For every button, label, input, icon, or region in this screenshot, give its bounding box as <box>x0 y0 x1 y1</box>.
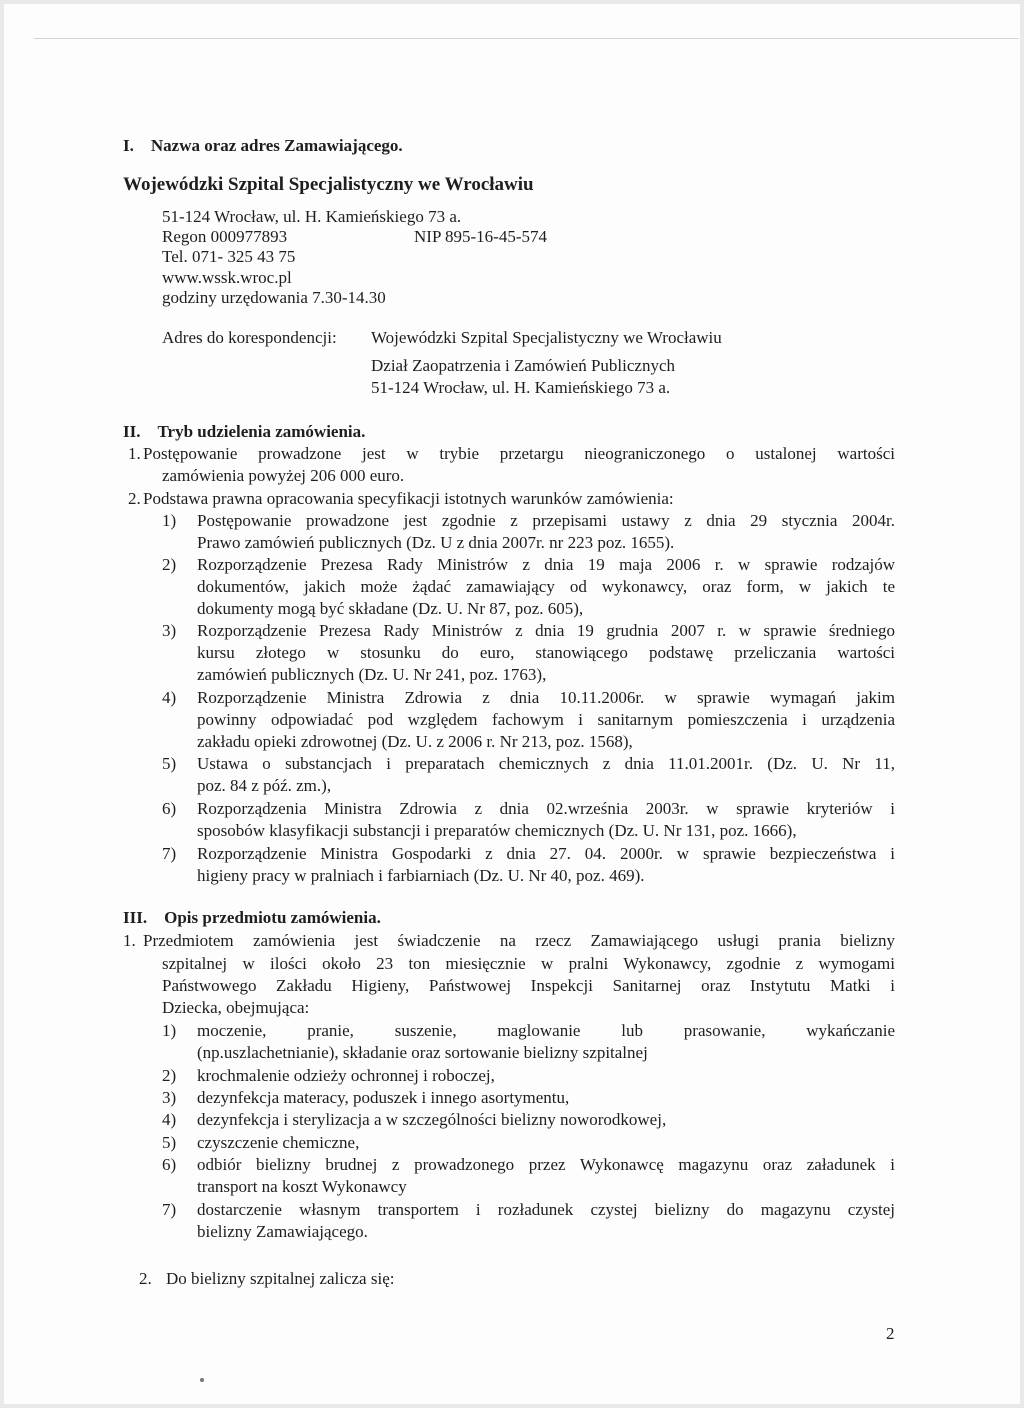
s2-item-2-number: 2) <box>162 555 177 574</box>
org-website: www.wssk.wroc.pl <box>162 268 292 287</box>
s2-item-5-number: 5) <box>162 754 177 773</box>
s2-item-2-line-3: dokumenty mogą być składane (Dz. U. Nr 87, poz. 605), <box>197 599 584 618</box>
org-phone: Tel. 071- 325 43 75 <box>162 247 296 266</box>
correspondence-line-3: 51-124 Wrocław, ul. H. Kamieńskiego 73 a. <box>371 378 671 397</box>
s3-item-6-line-1: odbiór bielizny brudnej z prowadzonego przez Wykonawcę magazynu oraz załadunek i <box>197 1155 895 1174</box>
section-3-heading: III. Opis przedmiotu zamówienia. <box>123 908 381 927</box>
s3-paragraph-1-line-2: szpitalnej w ilości około 23 ton miesięcznie w pralni Wykonawcy, zgodnie z wymogami <box>162 954 895 973</box>
s3-paragraph-2-number: 2. <box>139 1269 152 1288</box>
s2-item-5-line-1: Ustawa o substancjach i preparatach chemicznych z dnia 11.01.2001r. (Dz. U. Nr 11, <box>197 754 895 773</box>
s2-item-1-line-1: Postępowanie prowadzone jest zgodnie z przepisami ustawy z dnia 29 stycznia 2004r. <box>197 511 895 530</box>
s2-item-4-line-3: zakładu opieki zdrowotnej (Dz. U. z 2006 r. Nr 213, poz. 1568), <box>197 732 633 751</box>
scan-speck <box>200 1378 204 1382</box>
s2-paragraph-1-number: 1. <box>128 444 141 463</box>
org-nip: NIP 895-16-45-574 <box>414 227 547 246</box>
s2-item-3-line-3: zamówień publicznych (Dz. U. Nr 241, poz. 1763), <box>197 665 547 684</box>
section-1-heading: I. Nazwa oraz adres Zamawiającego. <box>123 136 403 155</box>
s3-item-3-line-1: dezynfekcja materacy, poduszek i innego asortymentu, <box>197 1088 570 1107</box>
correspondence-line-2: Dział Zaopatrzenia i Zamówień Publicznych <box>371 356 675 375</box>
s3-item-7-number: 7) <box>162 1200 177 1219</box>
s2-item-6-number: 6) <box>162 799 177 818</box>
s3-paragraph-1-line-1: Przedmiotem zamówienia jest świadczenie na rzecz Zamawiającego usługi prania bielizny <box>143 931 895 950</box>
s3-item-3-number: 3) <box>162 1088 177 1107</box>
s3-item-7-line-1: dostarczenie własnym transportem i rozładunek czystej bielizny do magazynu czystej <box>197 1200 895 1219</box>
s3-item-6-line-2: transport na koszt Wykonawcy <box>197 1177 407 1196</box>
section-2-heading: II. Tryb udzielenia zamówienia. <box>123 422 366 441</box>
s2-item-2-line-2: dokumentów, jakich może żądać zamawiający od wykonawcy, oraz form, w jakich te <box>197 577 895 596</box>
top-edge-line <box>34 38 1019 39</box>
org-address: 51-124 Wrocław, ul. H. Kamieńskiego 73 a. <box>162 207 462 226</box>
correspondence-line-1: Wojewódzki Szpital Specjalistyczny we Wrocławiu <box>371 328 722 347</box>
s3-item-4-number: 4) <box>162 1110 177 1129</box>
s3-item-5-number: 5) <box>162 1133 177 1152</box>
s2-item-4-line-2: powinny odpowiadać pod względem fachowym i sanitarnym pomieszczenia i urządzenia <box>197 710 895 729</box>
s3-item-1-line-2: (np.uszlachetnianie), składanie oraz sortowanie bielizny szpitalnej <box>197 1043 648 1062</box>
s2-paragraph-1-line-2: zamówienia powyżej 206 000 euro. <box>162 466 405 485</box>
s2-item-1-number: 1) <box>162 511 177 530</box>
s2-paragraph-1-line-1: Postępowanie prowadzone jest w trybie przetargu nieograniczonego o ustalonej wartości <box>143 444 895 463</box>
s3-paragraph-1-number: 1. <box>123 931 136 950</box>
org-regon: Regon 000977893 <box>162 227 288 246</box>
s2-paragraph-2-number: 2. <box>128 489 141 508</box>
s2-item-3-number: 3) <box>162 621 177 640</box>
s3-item-6-number: 6) <box>162 1155 177 1174</box>
s3-item-1-number: 1) <box>162 1021 177 1040</box>
correspondence-label: Adres do korespondencji: <box>162 328 337 347</box>
s3-item-4-line-1: dezynfekcja i sterylizacja a w szczególności bielizny noworodkowej, <box>197 1110 667 1129</box>
s2-item-3-line-2: kursu złotego w stosunku do euro, stanowiącego podstawę przeliczania wartości <box>197 643 895 662</box>
s3-item-2-line-1: krochmalenie odzieży ochronnej i roboczej, <box>197 1066 495 1085</box>
s2-item-6-line-1: Rozporządzenia Ministra Zdrowia z dnia 02.września 2003r. w sprawie kryteriów i <box>197 799 895 818</box>
s3-paragraph-2-line-1: Do bielizny szpitalnej zalicza się: <box>166 1269 395 1288</box>
s3-paragraph-1-line-3: Państwowego Zakładu Higieny, Państwowej Inspekcji Sanitarnej oraz Instytutu Matki i <box>162 976 895 995</box>
s2-item-7-line-1: Rozporządzenie Ministra Gospodarki z dnia 27. 04. 2000r. w sprawie bezpieczeństwa i <box>197 844 895 863</box>
s3-item-7-line-2: bielizny Zamawiającego. <box>197 1222 368 1241</box>
s2-item-3-line-1: Rozporządzenie Prezesa Rady Ministrów z dnia 19 grudnia 2007 r. w sprawie średniego <box>197 621 895 640</box>
s2-item-4-number: 4) <box>162 688 177 707</box>
s3-item-2-number: 2) <box>162 1066 177 1085</box>
s3-paragraph-1-line-4: Dziecka, obejmująca: <box>162 998 310 1017</box>
s2-paragraph-2-line-1: Podstawa prawna opracowania specyfikacji istotnych warunków zamówienia: <box>143 489 674 508</box>
s2-item-5-line-2: poz. 84 z póź. zm.), <box>197 776 332 795</box>
s2-item-7-line-2: higieny pracy w pralniach i farbiarniach (Dz. U. Nr 40, poz. 469). <box>197 866 645 885</box>
document-page <box>4 4 1020 1404</box>
s3-item-1-line-1: moczenie, pranie, suszenie, maglowanie lub prasowanie, wykańczanie <box>197 1021 895 1040</box>
s2-item-7-number: 7) <box>162 844 177 863</box>
s2-item-1-line-2: Prawo zamówień publicznych (Dz. U z dnia 2007r. nr 223 poz. 1655). <box>197 533 675 552</box>
s2-item-2-line-1: Rozporządzenie Prezesa Rady Ministrów z dnia 19 maja 2006 r. w sprawie rodzajów <box>197 555 895 574</box>
s2-item-6-line-2: sposobów klasyfikacji substancji i preparatów chemicznych (Dz. U. Nr 131, poz. 1666), <box>197 821 797 840</box>
s3-item-5-line-1: czyszczenie chemiczne, <box>197 1133 360 1152</box>
s2-item-4-line-1: Rozporządzenie Ministra Zdrowia z dnia 10.11.2006r. w sprawie wymagań jakim <box>197 688 895 707</box>
page-number: 2 <box>886 1324 895 1343</box>
org-name: Wojewódzki Szpital Specjalistyczny we Wrocławiu <box>123 174 534 195</box>
org-hours: godziny urzędowania 7.30-14.30 <box>162 288 386 307</box>
